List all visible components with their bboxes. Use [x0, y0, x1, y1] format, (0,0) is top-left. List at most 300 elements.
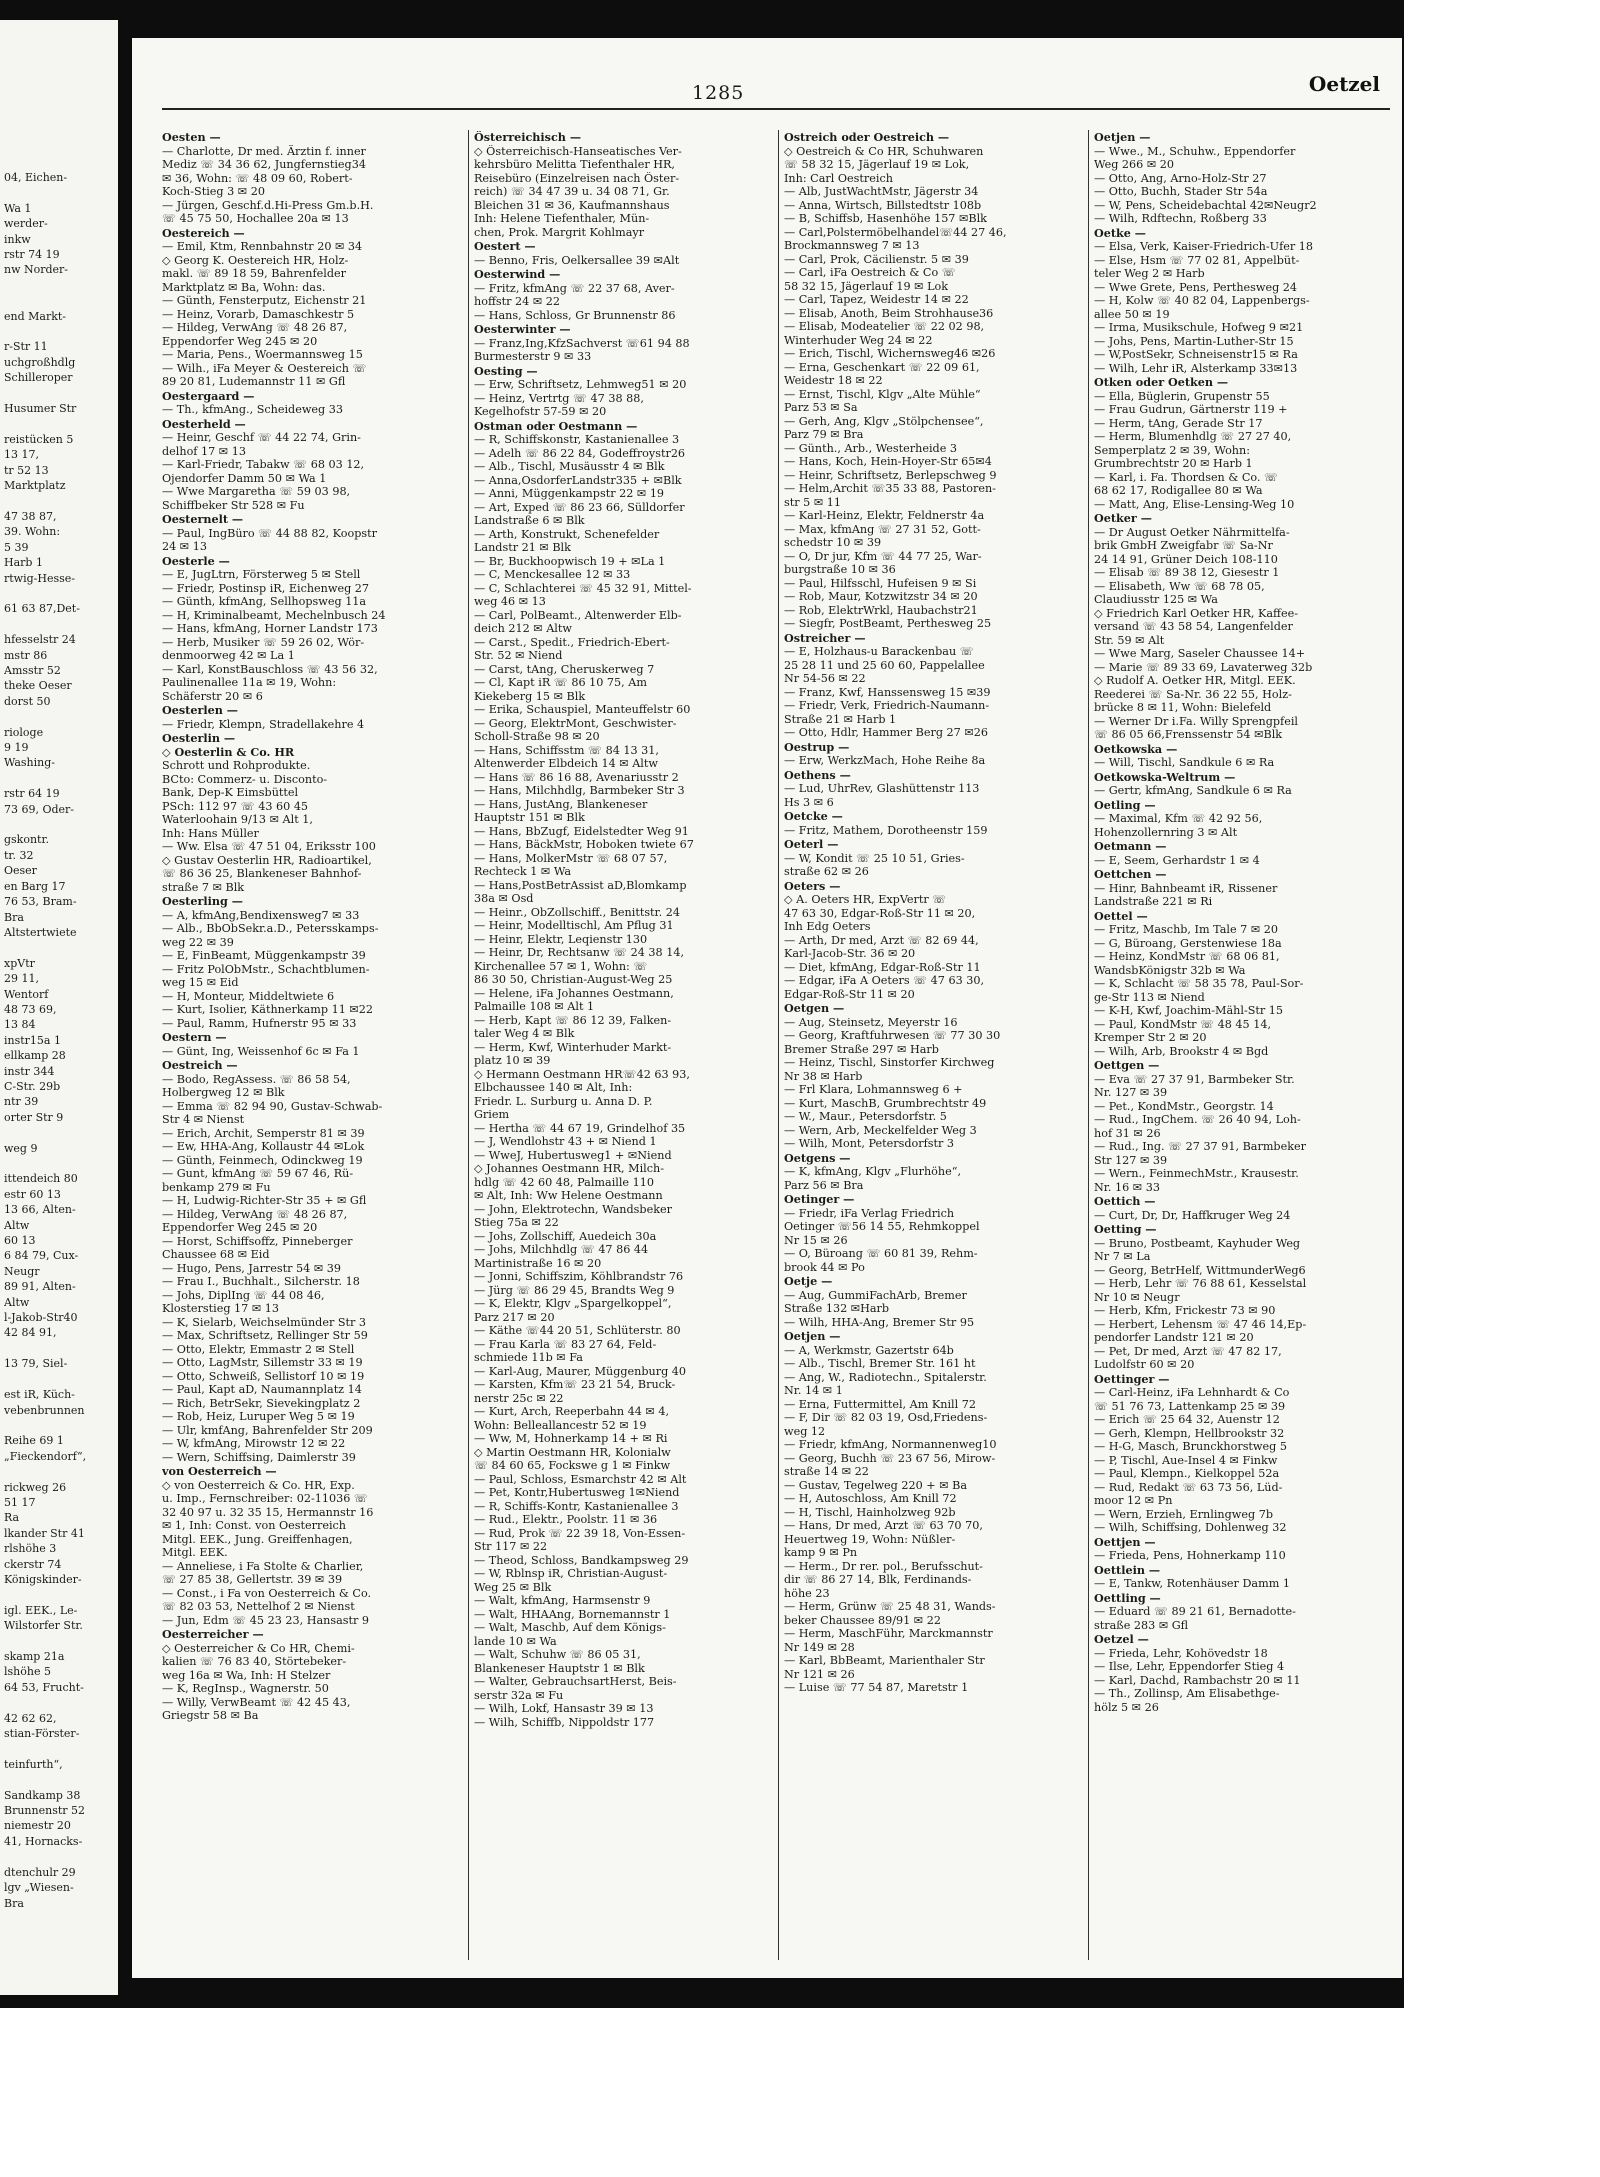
directory-entry-line: — Hans, kfmAng, Horner Landstr 173: [162, 622, 378, 635]
previous-page-line: orter Str 9: [4, 1110, 64, 1124]
directory-entry-line: — Kurt, Isolier, Käthnerkamp 11 ✉22: [162, 1003, 373, 1016]
previous-page-line: [4, 817, 116, 832]
directory-entry-line: weg 15 ✉ Eid: [162, 976, 239, 989]
directory-entry-line: — Wern, Erzieh, Ernlingweg 7b: [1094, 1507, 1273, 1521]
previous-page-line: ckerstr 74: [4, 1557, 62, 1571]
directory-entry-line: — Hans, BäckMstr, Hoboken twiete 67: [474, 838, 694, 851]
previous-page-line: rtwig-Hesse-: [4, 571, 75, 585]
previous-page-line: Altstertwiete: [4, 925, 77, 939]
page-header: [132, 38, 1402, 128]
directory-entry-line: — Johs, Milchhdlg ☏ 47 86 44: [474, 1243, 649, 1256]
directory-entry-line: Koch-Stieg 3 ✉ 20: [162, 185, 265, 198]
surname-heading: Oetling —: [1094, 798, 1156, 812]
directory-entry-line: — Bodo, RegAssess. ☏ 86 58 54,: [162, 1072, 351, 1086]
directory-entry-line: — Karl, Dachd, Rambachstr 20 ✉ 11: [1094, 1673, 1301, 1687]
previous-page-line: stian-Förster-: [4, 1727, 80, 1741]
previous-page-line: 89 91, Alten-: [4, 1280, 76, 1294]
previous-page-line: theke Oeser: [4, 679, 72, 693]
previous-page-line: Königskinder-: [4, 1572, 82, 1586]
directory-entry-line: — Eduard ☏ 89 21 61, Bernadotte-: [1094, 1605, 1296, 1618]
directory-entry-line: — WweJ, Hubertusweg1 + ✉Niend: [474, 1148, 672, 1162]
directory-entry-line: Altenwerder Elbdeich 14 ✉ Altw: [474, 757, 658, 770]
directory-entry-line: — Hans, MolkerMstr ☏ 68 07 57,: [474, 851, 668, 865]
directory-entry-line: Marktplatz ✉ Ba, Wohn: das.: [162, 280, 326, 294]
directory-entry-line: — Karl, i. Fa. Thordsen & Co. ☏: [1094, 470, 1279, 484]
directory-entry-line: Nr 10 ✉ Neugr: [1094, 1290, 1180, 1304]
previous-page-line: tr. 32: [4, 848, 34, 862]
directory-entry-line: — Fritz, Mathem, Dorotheenstr 159: [784, 823, 988, 837]
directory-entry-line: — Günth., Arb., Westerheide 3: [784, 441, 957, 455]
previous-page-line: 5 39: [4, 540, 29, 554]
previous-page-line: [4, 494, 116, 509]
directory-entry-line: — Gerh, Klempn, Hellbrookstr 32: [1094, 1426, 1285, 1440]
directory-entry-line: — Horst, Schiffsoffz, Pinneberger: [162, 1234, 353, 1248]
previous-page-line: [4, 1634, 116, 1649]
directory-entry-line: ◇ A. Oeters HR, ExpVertr ☏: [784, 893, 947, 906]
directory-entry-line: — Carl, Prok, Cäcilienstr. 5 ✉ 39: [784, 252, 969, 266]
previous-page-line: en Barg 17: [4, 879, 66, 893]
directory-entry-line: Stieg 75a ✉ 22: [474, 1216, 559, 1229]
directory-entry-line: Str. 52 ✉ Niend: [474, 649, 563, 662]
directory-entry-line: Martinistraße 16 ✉ 20: [474, 1256, 602, 1270]
previous-page-line: Neugr: [4, 1264, 40, 1278]
directory-entry-line: — Herm., Dr rer. pol., Berufsschut-: [784, 1559, 983, 1573]
directory-entry-line: — Hans, Schloss, Gr Brunnenstr 86: [474, 308, 676, 322]
directory-entry-line: — Rich, BetrSekr, Sievekingplatz 2: [162, 1396, 361, 1410]
directory-entry-line: Paulinenallee 11a ✉ 19, Wohn:: [162, 676, 337, 689]
surname-heading: Oetkowska-Weltrum —: [1094, 770, 1236, 784]
surname-heading: Oesternelt —: [162, 513, 244, 526]
surname-heading: Oetjen —: [1094, 131, 1151, 144]
directory-entry-line: ☏ 45 75 50, Hochallee 20a ✉ 13: [162, 212, 349, 225]
directory-entry-line: Wohn: Belleallancestr 52 ✉ 19: [474, 1418, 647, 1432]
directory-entry-line: — Friedr, Klempn, Stradellakehre 4: [162, 717, 365, 731]
previous-page-line: 60 13: [4, 1234, 36, 1248]
previous-page-line: [4, 1418, 116, 1433]
previous-page-text: [4, 170, 116, 1911]
directory-entry-line: weg 46 ✉ 13: [474, 595, 546, 608]
directory-entry-line: — Heinr, Dr, Rechtsanw ☏ 24 38 14,: [474, 946, 685, 959]
directory-entry-line: — Frieda, Pens, Hohnerkamp 110: [1094, 1549, 1286, 1562]
directory-entry-line: 86 30 50, Christian-August-Weg 25: [474, 973, 673, 986]
previous-page-line: lkander Str 41: [4, 1526, 85, 1540]
previous-page-line: [4, 293, 116, 308]
directory-entry-line: — R, Schiffskonstr, Kastanienallee 3: [474, 433, 680, 446]
directory-entry-line: — J, Wendlohstr 43 + ✉ Niend 1: [474, 1135, 657, 1148]
directory-entry-line: Inh: Helene Tiefenthaler, Mün-: [474, 212, 650, 225]
directory-entry-line: kehrsbüro Melitta Tiefenthaler HR,: [474, 158, 675, 171]
surname-heading: Oetgens —: [784, 1151, 851, 1165]
directory-entry-line: — Erw, WerkzMach, Hohe Reihe 8a: [784, 754, 986, 767]
directory-entry-line: — Alb., Tischl, Bremer Str. 161 ht: [784, 1357, 976, 1370]
directory-entry-line: Nr 38 ✉ Harb: [784, 1069, 863, 1083]
previous-page-line: Ra: [4, 1511, 20, 1525]
directory-entry-line: — Elsa, Verk, Kaiser-Friedrich-Ufer 18: [1094, 240, 1313, 253]
previous-page-line: Harb 1: [4, 556, 43, 570]
previous-page-line: weg 9: [4, 1141, 38, 1155]
directory-entry-line: nerstr 25c ✉ 22: [474, 1391, 564, 1405]
directory-entry-line: — Anneliese, i Fa Stolte & Charlier,: [162, 1559, 364, 1573]
previous-page-line: 29 11,: [4, 972, 39, 986]
directory-entry-line: Waterloohain 9/13 ✉ Alt 1,: [162, 813, 313, 826]
directory-entry-line: — Aug, Steinsetz, Meyerstr 16: [784, 1015, 958, 1029]
directory-entry-line: Griegstr 58 ✉ Ba: [162, 1709, 259, 1722]
directory-entry-line: Straße 132 ✉Harb: [784, 1302, 890, 1315]
directory-entry-line: ◇ Friedrich Karl Oetker HR, Kaffee-: [1094, 606, 1298, 620]
directory-entry-line: — Herb, Musiker ☏ 59 26 02, Wör-: [162, 635, 365, 649]
directory-entry-line: Rechteck 1 ✉ Wa: [474, 865, 572, 878]
directory-entry-line: — Will, Tischl, Sandkule 6 ✉ Ra: [1094, 756, 1275, 769]
directory-entry-line: — Hans, Koch, Hein-Hoyer-Str 65✉4: [784, 455, 992, 468]
previous-page-line: Wentorf: [4, 987, 49, 1001]
directory-entry-line: — Anni, Müggenkampstr 22 ✉ 19: [474, 487, 665, 500]
previous-page-line: [4, 1372, 116, 1387]
directory-entry-line: — Rud., Elektr., Poolstr. 11 ✉ 36: [474, 1513, 658, 1526]
previous-page-line: [4, 278, 116, 293]
previous-page-line: Altw: [4, 1295, 30, 1309]
directory-entry-line: — C, Menckesallee 12 ✉ 33: [474, 568, 631, 581]
directory-entry-line: — Lud, UhrRev, Glashüttenstr 113: [784, 782, 980, 795]
previous-page-line: werder-: [4, 217, 48, 231]
directory-entry-line: — Johs, Pens, Martin-Luther-Str 15: [1094, 334, 1294, 348]
directory-entry-line: beker Chaussee 89/91 ✉ 22: [784, 1613, 941, 1627]
directory-entry-line: — Aug, GummiFachArb, Bremer: [784, 1288, 967, 1302]
directory-entry-line: Hs 3 ✉ 6: [784, 795, 834, 809]
directory-entry-line: — Curt, Dr, Dr, Haffkruger Weg 24: [1094, 1208, 1291, 1222]
directory-entry-line: Claudiusstr 125 ✉ Wa: [1094, 593, 1218, 606]
directory-entry-line: — F, Dir ☏ 82 03 19, Osd,Friedens-: [784, 1411, 988, 1424]
directory-entry-line: — Fritz PolObMstr., Schachtblumen-: [162, 962, 370, 976]
directory-entry-line: — Hugo, Pens, Jarrestr 54 ✉ 39: [162, 1261, 341, 1275]
directory-entry-line: — Hans, Dr med, Arzt ☏ 63 70 70,: [784, 1519, 983, 1532]
directory-entry-line: Burmesterstr 9 ✉ 33: [474, 350, 592, 363]
directory-entry-line: 38a ✉ Osd: [474, 892, 534, 905]
directory-entry-line: ◇ Georg K. Oestereich HR, Holz-: [162, 253, 349, 267]
directory-entry-line: — Karl-Aug, Maurer, Müggenburg 40: [474, 1364, 687, 1378]
previous-page-line: xpVtr: [4, 956, 35, 970]
directory-entry-line: — Wwe Grete, Pens, Perthesweg 24: [1094, 280, 1298, 294]
directory-entry-line: Schrott und Rohprodukte.: [162, 759, 311, 772]
directory-entry-line: schedstr 10 ✉ 39: [784, 536, 882, 549]
directory-entry-line: Elbchaussee 140 ✉ Alt, Inh:: [474, 1081, 633, 1094]
directory-entry-line: — Fritz, kfmAng ☏ 22 37 68, Aver-: [474, 281, 675, 295]
directory-entry-line: — Willy, VerwBeamt ☏ 42 45 43,: [162, 1695, 351, 1709]
previous-page-line: estr 60 13: [4, 1187, 61, 1201]
surname-heading: Oetinger —: [784, 1193, 855, 1206]
previous-page-line: nw Norder-: [4, 263, 69, 277]
directory-entry-line: Klosterstieg 17 ✉ 13: [162, 1302, 279, 1315]
directory-entry-line: serstr 32a ✉ Fu: [474, 1688, 564, 1702]
previous-page-line: r-Str 11: [4, 340, 48, 354]
directory-entry-line: — W., Maur., Petersdorfstr. 5: [784, 1110, 947, 1123]
directory-entry-line: — Wilh, Mont, Petersdorfstr 3: [784, 1137, 955, 1150]
directory-entry-line: — Günt, Ing, Weissenhof 6c ✉ Fa 1: [162, 1044, 360, 1058]
previous-page-line: end Markt-: [4, 309, 67, 323]
previous-page-line: tr 52 13: [4, 463, 49, 477]
directory-entry-line: Oetinger ☏56 14 55, Rehmkoppel: [784, 1220, 980, 1233]
previous-page-line: dtenchulr 29: [4, 1865, 76, 1879]
directory-entry-line: — H, Kriminalbeamt, Mechelnbusch 24: [162, 608, 386, 622]
directory-entry-line: ◇ Oestreich & Co HR, Schuhwaren: [784, 144, 984, 158]
previous-page-line: Brunnenstr 52: [4, 1804, 86, 1818]
directory-entry-line: dir ☏ 86 27 14, Blk, Ferdinands-: [784, 1573, 972, 1586]
surname-heading: Oesterheld —: [162, 417, 246, 431]
directory-entry-line: — Wilh, Rdftechn, Roßberg 33: [1094, 212, 1267, 225]
previous-page-line: Sandkamp 38: [4, 1788, 81, 1802]
directory-entry-line: Mediz ☏ 34 36 62, Jungfernstieg34: [162, 158, 366, 171]
directory-entry-line: Scholl-Straße 98 ✉ 20: [474, 730, 600, 743]
directory-entry-line: — Hans ☏ 86 16 88, Avenariusstr 2: [474, 770, 679, 784]
directory-entry-line: — Emma ☏ 82 94 90, Gustav-Schwab-: [162, 1099, 383, 1113]
directory-entry-line: — Friedr, kfmAng, Normannenweg10: [784, 1438, 997, 1451]
surname-heading: Oettel —: [1094, 909, 1148, 923]
previous-page-line: „Fieckendorf“,: [4, 1449, 87, 1463]
directory-entry-line: ◇ Oesterreicher & Co HR, Chemi-: [162, 1641, 355, 1655]
directory-entry-line: — Luise ☏ 77 54 87, Maretstr 1: [784, 1681, 969, 1694]
directory-entry-line: — Art, Exped ☏ 86 23 66, Sülldorfer: [474, 500, 685, 514]
directory-entry-line: Bleichen 31 ✉ 36, Kaufmannshaus: [474, 198, 670, 212]
directory-entry-line: ◇ Österreichisch-Hanseatisches Ver-: [474, 144, 682, 158]
directory-entry-line: ge-Str 113 ✉ Niend: [1094, 990, 1205, 1004]
directory-entry-line: Str 117 ✉ 22: [474, 1540, 548, 1553]
directory-entry-line: — Wilh, Schiffb, Nippoldstr 177: [474, 1715, 655, 1729]
directory-entry-line: Ojendorfer Damm 50 ✉ Wa 1: [162, 471, 327, 485]
page-number: 1285: [692, 82, 745, 104]
directory-entry-line: — Heinr, Modelltischl, Am Pflug 31: [474, 919, 674, 932]
directory-entry-line: Weidestr 18 ✉ 22: [784, 374, 883, 387]
directory-entry-line: — Paul, Klempn., Kielkoppel 52a: [1094, 1467, 1280, 1480]
directory-entry-line: höhe 23: [784, 1586, 830, 1600]
directory-entry-line: — Wilh, Arb, Brookstr 4 ✉ Bgd: [1094, 1044, 1269, 1058]
previous-page-line: rstr 64 19: [4, 787, 60, 801]
directory-entry-line: Kiekeberg 15 ✉ Blk: [474, 689, 586, 703]
directory-entry-line: BCto: Commerz- u. Disconto-: [162, 772, 328, 786]
previous-page-line: rickweg 26: [4, 1480, 67, 1494]
directory-entry-line: — Herb, Kfm, Frickestr 73 ✉ 90: [1094, 1304, 1276, 1317]
previous-page-line: [4, 185, 116, 200]
directory-entry-line: 24 ✉ 13: [162, 540, 207, 553]
previous-page-line: 42 62 62,: [4, 1711, 57, 1725]
previous-page-line: Schilleroper: [4, 371, 73, 385]
directory-entry-line: 25 28 11 und 25 60 60, Pappelallee: [784, 658, 985, 672]
directory-entry-line: — Friedr, Postinsp iR, Eichenweg 27: [162, 581, 370, 595]
directory-entry-line: — Elisab, Anoth, Beim Strohhause36: [784, 306, 994, 320]
directory-entry-line: Eppendorfer Weg 245 ✉ 20: [162, 334, 318, 348]
directory-entry-line: — Karl-Heinz, Elektr, Feldnerstr 4a: [784, 509, 985, 522]
directory-entry-line: — Herb, Lehr ☏ 76 88 61, Kesselstal: [1094, 1277, 1307, 1290]
directory-entry-line: — Maximal, Kfm ☏ 42 92 56,: [1094, 812, 1263, 825]
directory-entry-line: — Käthe ☏44 20 51, Schlüterstr. 80: [474, 1324, 681, 1337]
surname-heading: Oetje —: [784, 1275, 833, 1288]
directory-entry-line: Nr. 127 ✉ 39: [1094, 1086, 1168, 1099]
previous-page-line: Wa 1: [4, 201, 32, 215]
directory-entry-line: Bank, Dep-K Eimsbüttel: [162, 786, 299, 799]
directory-entry-line: — Wilh., iFa Meyer & Oestereich ☏: [162, 361, 367, 375]
directory-entry-line: 32 40 97 u. 32 35 15, Hermannstr 16: [162, 1505, 374, 1519]
previous-page-line: inkw: [4, 232, 31, 246]
directory-entry-line: ✉ Alt, Inh: Ww Helene Oestmann: [474, 1189, 663, 1202]
directory-entry-line: — Elisabeth, Ww ☏ 68 78 05,: [1094, 579, 1265, 593]
directory-entry-line: Straße 21 ✉ Harb 1: [784, 712, 897, 726]
directory-entry-line: Nr 149 ✉ 28: [784, 1640, 855, 1654]
directory-entry-line: — Heinz, Tischl, Sinstorfer Kirchweg: [784, 1056, 995, 1069]
directory-entry-line: Str 4 ✉ Nienst: [162, 1113, 245, 1126]
directory-entry-line: 47 63 30, Edgar-Roß-Str 11 ✉ 20,: [784, 906, 976, 920]
directory-entry-line: — Wilh, HHA-Ang, Bremer Str 95: [784, 1315, 975, 1329]
surname-heading: Oesterlin —: [162, 732, 236, 745]
previous-page-line: hfesselstr 24: [4, 633, 76, 647]
directory-entry-line: — G, Büroang, Gerstenwiese 18a: [1094, 936, 1282, 950]
directory-entry-line: — H, Tischl, Hainholzweg 92b: [784, 1505, 956, 1519]
directory-entry-line: hölz 5 ✉ 26: [1094, 1700, 1159, 1714]
previous-page-line: 76 53, Bram-: [4, 895, 77, 909]
previous-page-line: 13 79, Siel-: [4, 1357, 68, 1371]
directory-entry-line: benkamp 279 ✉ Fu: [162, 1180, 271, 1194]
directory-entry-line: Weg 25 ✉ Blk: [474, 1580, 552, 1594]
directory-entry-line: — A, kfmAng,Bendixensweg7 ✉ 33: [162, 908, 360, 922]
directory-entry-line: ◇ Rudolf A. Oetker HR, Mitgl. EEK.: [1094, 674, 1296, 687]
directory-entry-line: — Benno, Fris, Oelkersallee 39 ✉Alt: [474, 253, 680, 267]
directory-entry-line: — A, Werkmstr, Gazertstr 64b: [784, 1343, 954, 1357]
directory-entry-line: ☏ 84 60 65, Fockswe g 1 ✉ Finkw: [474, 1459, 671, 1472]
directory-entry-line: — E, Holzhaus-u Barackenbau ☏: [784, 645, 974, 658]
directory-entry-line: Mitgl. EEK., Jung. Greiffenhagen,: [162, 1532, 353, 1546]
directory-entry-line: — Erika, Schauspiel, Manteuffelstr 60: [474, 703, 691, 716]
directory-entry-line: — Jürg ☏ 86 29 45, Brandts Weg 9: [474, 1283, 675, 1297]
directory-entry-line: hoffstr 24 ✉ 22: [474, 295, 560, 308]
directory-entry-line: — Georg, BetrHelf, WittmunderWeg6: [1094, 1263, 1306, 1277]
directory-entry-line: — Heinz, KondMstr ☏ 68 06 81,: [1094, 950, 1280, 963]
surname-heading: Oesterlen —: [162, 704, 238, 717]
directory-entry-line: — Ilse, Lehr, Eppendorfer Stieg 4: [1094, 1660, 1285, 1673]
surname-heading: Oeterl —: [784, 838, 839, 851]
column-2: [474, 130, 774, 1960]
directory-entry-line: ☏ 86 05 66,Frenssenstr 54 ✉Blk: [1094, 728, 1283, 741]
directory-entry-line: ☏ 58 32 15, Jägerlauf 19 ✉ Lok,: [784, 158, 970, 171]
directory-entry-line: — Herm, Grünw ☏ 25 48 31, Wands-: [784, 1600, 996, 1613]
directory-entry-line: brik GmbH Zweigfabr ☏ Sa-Nr: [1094, 539, 1273, 552]
previous-page-line: 13 84: [4, 1018, 36, 1032]
surname-heading: Oettling —: [1094, 1591, 1161, 1605]
surname-heading: Oethens —: [784, 768, 851, 782]
directory-entry-line: — W, Rblnsp iR, Christian-August-: [474, 1567, 668, 1580]
surname-heading: Oettlein —: [1094, 1563, 1161, 1577]
previous-page-line: 9 19: [4, 741, 29, 755]
directory-entry-line: straße 14 ✉ 22: [784, 1465, 869, 1478]
directory-entry-line: — Bruno, Postbeamt, Kayhuder Weg: [1094, 1236, 1301, 1250]
directory-entry-line: Schäferstr 20 ✉ 6: [162, 689, 263, 703]
directory-entry-line: — Pet, Kontr,Hubertusweg 1✉Niend: [474, 1486, 680, 1499]
previous-page-line: [4, 1341, 116, 1356]
directory-entry-line: — Frau I., Buchhalt., Silcherstr. 18: [162, 1275, 360, 1288]
surname-heading: Oestrup —: [784, 740, 850, 754]
previous-page-line: Reihe 69 1: [4, 1434, 64, 1448]
directory-entry-line: ☏ 86 36 25, Blankeneser Bahnhof-: [162, 867, 362, 880]
directory-entry-line: — Erw, Schriftsetz, Lehmweg51 ✉ 20: [474, 378, 687, 391]
directory-entry-line: — Fritz, Maschb, Im Tale 7 ✉ 20: [1094, 923, 1278, 936]
surname-heading: Oettjen —: [1094, 1535, 1156, 1549]
surname-heading: Österreichisch —: [474, 131, 582, 144]
directory-entry-line: Str. 59 ✉ Alt: [1094, 633, 1165, 647]
directory-entry-line: — Hans, Milchhdlg, Barmbeker Str 3: [474, 784, 685, 797]
previous-page-line: [4, 940, 116, 955]
directory-entry-line: — Paul, Kapt aD, Naumannplatz 14: [162, 1383, 362, 1396]
previous-page-line: [4, 386, 116, 401]
directory-entry-line: weg 12: [784, 1424, 826, 1438]
previous-page-line: reistücken 5: [4, 432, 74, 446]
directory-entry-line: — Alb., Tischl, Musäusstr 4 ✉ Blk: [474, 460, 665, 473]
directory-entry-line: u. Imp., Fernschreiber: 02-11036 ☏: [162, 1492, 368, 1505]
directory-entry-line: Inh: Carl Oestreich: [784, 171, 893, 185]
directory-entry-line: — Siegfr, PostBeamt, Perthesweg 25: [784, 617, 992, 630]
previous-page-line: [4, 324, 116, 339]
directory-entry-line: — Kurt, Arch, Reeperbahn 44 ✉ 4,: [474, 1405, 670, 1418]
directory-entry-line: — Paul, Hilfsschl, Hufeisen 9 ✉ Si: [784, 576, 977, 590]
directory-entry-line: — H-G, Masch, Brunckhorstweg 5: [1094, 1440, 1287, 1453]
directory-entry-line: — Br, Buckhoopwisch 19 + ✉La 1: [474, 554, 666, 568]
directory-entry-line: — Karl, KonstBauschloss ☏ 43 56 32,: [162, 662, 378, 676]
directory-entry-line: Mitgl. EEK.: [162, 1546, 228, 1559]
directory-entry-line: — K, kfmAng, Klgv „Flurhöhe“,: [784, 1165, 962, 1178]
directory-entry-line: reich) ☏ 34 47 39 u. 34 08 71, Gr.: [474, 185, 670, 198]
directory-entry-line: — W, Kondit ☏ 25 10 51, Gries-: [784, 851, 965, 865]
directory-entry-line: Nr 121 ✉ 26: [784, 1667, 855, 1681]
directory-entry-line: versand ☏ 43 58 54, Langenfelder: [1094, 620, 1293, 633]
directory-entry-line: — Hans, JustAng, Blankeneser: [474, 797, 648, 811]
directory-entry-line: weg 16a ✉ Wa, Inh: H Stelzer: [162, 1668, 331, 1682]
previous-page-line: 13 66, Alten-: [4, 1203, 76, 1217]
directory-entry-line: — Walter, GebrauchsartHerst, Beis-: [474, 1675, 677, 1688]
previous-page-line: lgv „Wiesen-: [4, 1881, 74, 1895]
surname-heading: Oestereich —: [162, 226, 245, 240]
directory-entry-line: Nr 7 ✉ La: [1094, 1250, 1151, 1263]
previous-page-line: [4, 771, 116, 786]
previous-page-line: mstr 86: [4, 648, 48, 662]
previous-page-line: skamp 21a: [4, 1650, 65, 1663]
directory-entry-line: Inh Edg Oeters: [784, 920, 871, 933]
surname-heading: Oesten —: [162, 131, 221, 144]
previous-page-line: vebenbrunnen: [4, 1403, 85, 1417]
directory-entry-line: — Günth, Feinmech, Odinckweg 19: [162, 1153, 363, 1167]
directory-entry-line: — Rud, Prok ☏ 22 39 18, Von-Essen-: [474, 1526, 686, 1540]
directory-entry-line: Grumbrechtstr 20 ✉ Harb 1: [1094, 457, 1253, 470]
previous-page-line: [4, 1464, 116, 1479]
previous-page-line: Wilstorfer Str.: [4, 1619, 83, 1633]
directory-entry-line: — Carl-Heinz, iFa Lehnhardt & Co: [1094, 1386, 1290, 1399]
directory-entry-line: — E, Seem, Gerhardstr 1 ✉ 4: [1094, 853, 1260, 867]
surname-heading: Oesterreicher —: [162, 1628, 264, 1641]
directory-entry-line: — Wwe Margaretha ☏ 59 03 98,: [162, 485, 351, 498]
directory-entry-line: — Wwe Marg, Saseler Chaussee 14+: [1094, 647, 1306, 660]
surname-heading: von Oesterreich —: [162, 1465, 277, 1478]
directory-entry-line: Nr. 16 ✉ 33: [1094, 1180, 1160, 1194]
directory-entry-line: — Ulr, kmfAng, Bahrenfelder Str 209: [162, 1423, 373, 1437]
column-divider: [778, 130, 779, 1960]
directory-entry-line: — H, Ludwig-Richter-Str 35 + ✉ Gfl: [162, 1194, 367, 1207]
directory-entry-line: Kirchenallee 57 ✉ 1, Wohn: ☏: [474, 959, 648, 973]
directory-entry-line: — Hertha ☏ 44 67 19, Grindelhof 35: [474, 1121, 686, 1135]
directory-entry-line: Semperplatz 2 ✉ 39, Wohn:: [1094, 443, 1250, 457]
directory-entry-line: Reederei ☏ Sa-Nr. 36 22 55, Holz-: [1094, 687, 1292, 701]
directory-entry-line: ◇ Oesterlin & Co. HR: [162, 745, 295, 759]
directory-entry-line: — Herm, Kwf, Winterhuder Markt-: [474, 1040, 672, 1054]
directory-entry-line: — Friedr, Verk, Friedrich-Naumann-: [784, 699, 990, 712]
surname-heading: Oetjen —: [784, 1330, 841, 1343]
directory-entry-line: — Kurt, MaschB, Grumbrechtstr 49: [784, 1096, 987, 1110]
directory-entry-line: Friedr. L. Surburg u. Anna D. P.: [474, 1094, 653, 1108]
directory-entry-line: — Matt, Ang, Elise-Lensing-Weg 10: [1094, 497, 1295, 511]
directory-entry-line: — Const., i Fa von Oesterreich & Co.: [162, 1586, 372, 1600]
